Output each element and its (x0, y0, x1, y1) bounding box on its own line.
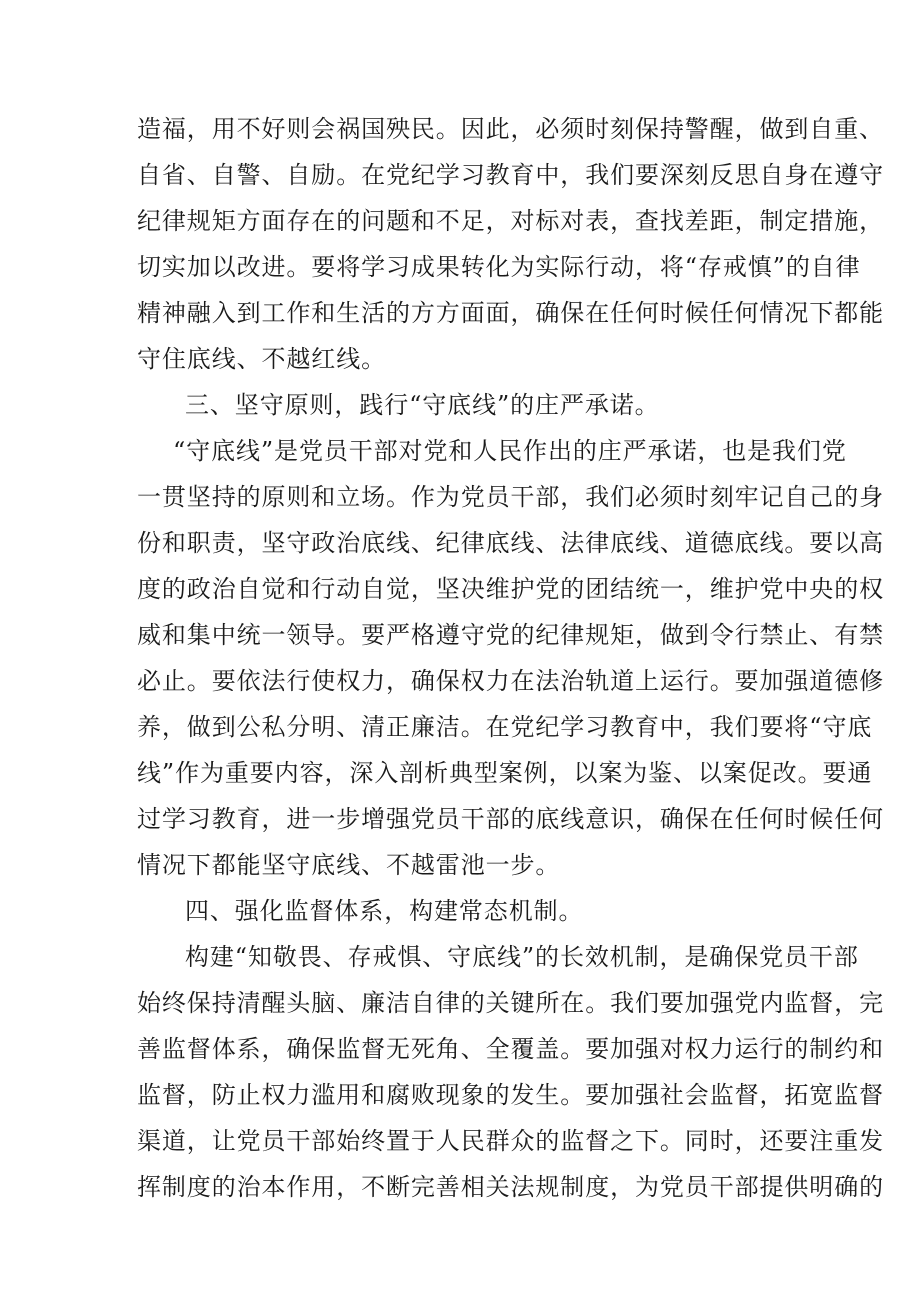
body-text-line: 纪律规矩方面存在的问题和不足，对标对表，查找差距，制定措施， (137, 207, 884, 235)
body-text-line: 善监督体系，确保监督无死角、全覆盖。要加强对权力运行的制约和 (137, 1035, 884, 1063)
body-text-line: 威和集中统一领导。要严格遵守党的纪律规矩，做到令行禁止、有禁 (137, 621, 884, 649)
body-text-line: 构建“知敬畏、存戒惧、守底线”的长效机制，是确保党员干部 (185, 943, 859, 971)
body-text-line: 情况下都能坚守底线、不越雷池一步。 (137, 851, 561, 879)
body-text-line: 精神融入到工作和生活的方方面面，确保在任何时候任何情况下都能 (137, 299, 884, 327)
section-heading: 三、坚守原则，践行“守底线”的庄严承诺。 (185, 391, 660, 419)
section-heading: 四、强化监督体系，构建常态机制。 (185, 897, 584, 925)
body-text-line: 渠道，让党员干部始终置于人民群众的监督之下。同时，还要注重发 (137, 1127, 884, 1155)
body-text-line: 始终保持清醒头脑、廉洁自律的关键所在。我们要加强党内监督，完 (137, 989, 884, 1017)
body-text-line: 份和职责，坚守政治底线、纪律底线、法律底线、道德底线。要以高 (137, 529, 884, 557)
body-text-line: 一贯坚持的原则和立场。作为党员干部，我们必须时刻牢记自己的身 (137, 483, 884, 511)
body-text-line: 监督，防止权力滥用和腐败现象的发生。要加强社会监督，拓宽监督 (137, 1081, 884, 1109)
body-text-line: “守底线”是党员干部对党和人民作出的庄严承诺，也是我们党 (173, 437, 847, 465)
body-text-line: 切实加以改进。要将学习成果转化为实际行动，将“存戒慎”的自律 (137, 253, 861, 281)
body-text-line: 养，做到公私分明、清正廉洁。在党纪学习教育中，我们要将“守底 (137, 713, 873, 741)
body-text-line: 守住底线、不越红线。 (137, 345, 386, 373)
body-text-line: 必止。要依法行使权力，确保权力在法治轨道上运行。要加强道德修 (137, 667, 884, 695)
body-text-line: 造福，用不好则会祸国殃民。因此，必须时刻保持警醒，做到自重、 (137, 115, 884, 143)
body-text-line: 过学习教育，进一步增强党员干部的底线意识，确保在任何时候任何 (137, 805, 884, 833)
body-text-line: 线”作为重要内容，深入剖析典型案例，以案为鉴、以案促改。要通 (137, 759, 873, 787)
body-text-line: 度的政治自觉和行动自觉，坚决维护党的团结统一，维护党中央的权 (137, 575, 884, 603)
body-text-line: 挥制度的治本作用，不断完善相关法规制度，为党员干部提供明确的 (137, 1173, 884, 1201)
body-text-line: 自省、自警、自励。在党纪学习教育中，我们要深刻反思自身在遵守 (137, 161, 884, 189)
